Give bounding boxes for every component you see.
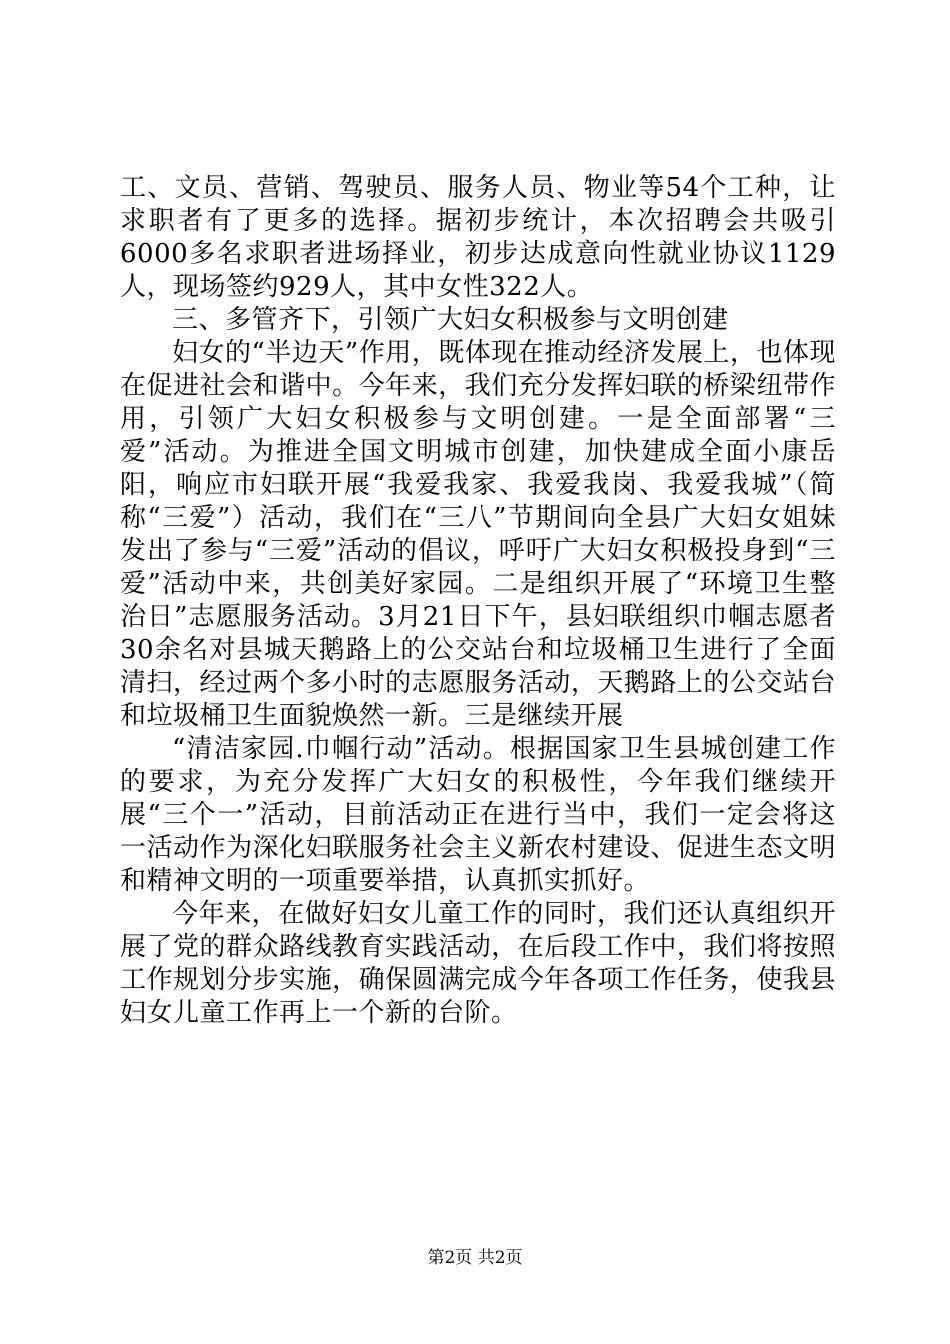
paragraph-conclusion: 今年来，在做好妇女儿童工作的同时，我们还认真组织开展了党的群众路线教育实践活动，在后段工作中，我们将按照工作规划分步实施，确保圆满完成今年各项工作任务，使我县妇女儿童工作再上一个新的台阶。 [120,899,836,1028]
paragraph-clean-home: “清洁家园.巾帼行动”活动。根据国家卫生县城创建工作的要求，为充分发挥广大妇女的积极性，今年我们继续开展“三个一”活动，目前活动正在进行当中，我们一定会将这一活动作为深化妇联服务社会主义新农村建设、促进生态文明和精神文明的一项重要举措，认真抓实抓好。 [120,734,836,896]
paragraph-continuation: 工、文员、营销、驾驶员、服务人员、物业等54个工种，让求职者有了更多的选择。据初步统计，本次招聘会共吸引6000多名求职者进场择业，初步达成意向性就业协议1129人，现场签约929人，其中女性322人。 [120,173,836,302]
document-body [120,172,836,1030]
paragraph-women-role: 妇女的“半边天”作用，既体现在推动经济发展上，也体现在促进社会和谐中。今年来，我们充分发挥妇联的桥梁纽带作用，引领广大妇女积极参与文明创建。一是全面部署“三爱”活动。为推进全国文明城市创建，加快建成全面小康岳阳，响应市妇联开展“我爱我家、我爱我岗、我爱我城”（简称“三爱”）活动，我们在“三八”节期间向全县广大妇女姐妹发出了参与“三爱”活动的倡议，呼吁广大妇女积极投身到“三爱”活动中来，共创美好家园。二是组织开展了“环境卫生整治日”志愿服务活动。3月21日下午，县妇联组织巾帼志愿者30余名对县城天鹅路上的公交站台和垃圾桶卫生进行了全面清扫，经过两个多小时的志愿服务活动，天鹅路上的公交站台和垃圾桶卫生面貌焕然一新。三是继续开展 [120,338,836,731]
section-heading: 三、多管齐下，引领广大妇女积极参与文明创建 [172,305,729,335]
page-footer: 第2页 共2页 [427,1248,523,1268]
